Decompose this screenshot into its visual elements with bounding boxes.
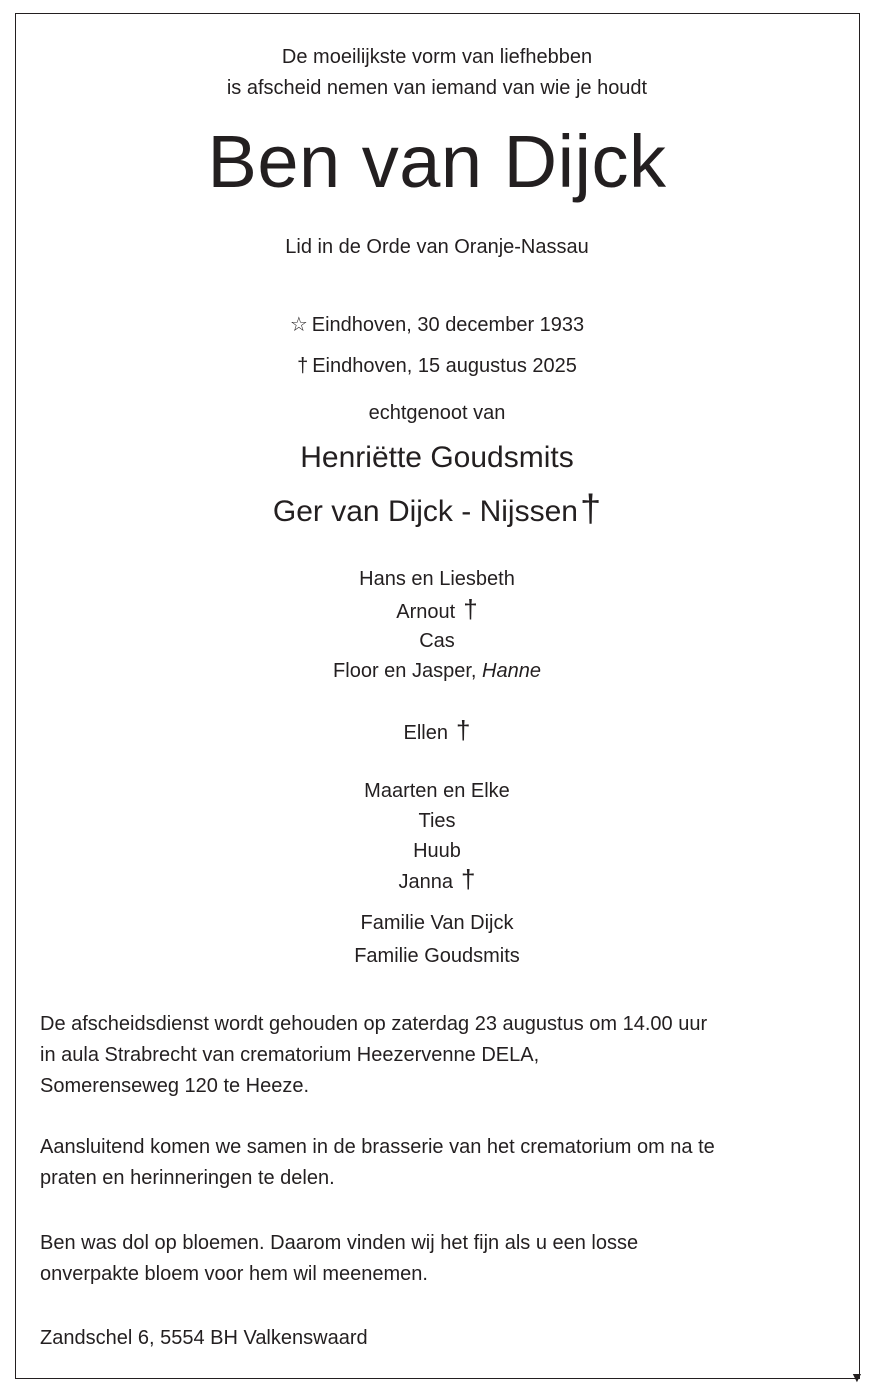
info-line: praten en herinneringen te delen. (40, 1167, 335, 1189)
family-line: Familie Van Dijck (360, 912, 514, 934)
relation-text: echtgenoot van (368, 402, 506, 424)
scroll-down-arrow-icon[interactable]: ▼ (850, 1369, 864, 1385)
family-line: Huub (413, 840, 461, 862)
death-line (0, 351, 874, 381)
cross-icon: † (463, 594, 478, 624)
cross-icon: † (461, 864, 476, 894)
star-icon: ☆ (289, 314, 308, 336)
info-line: Aansluitend komen we samen in de brasserie van het crematorium om na te (40, 1136, 715, 1158)
family-line: Ties (418, 810, 456, 832)
family-line (0, 656, 874, 686)
family-line (0, 596, 874, 627)
birth-text: Eindhoven, 30 december 1933 (311, 314, 585, 336)
motto-line-2: is afscheid nemen van iemand van wie je houdt (226, 77, 648, 99)
address: Zandschel 6, 5554 BH Valkenswaard (40, 1327, 368, 1349)
deceased-name: Ben van Dijck (207, 120, 667, 203)
birth-line (0, 310, 874, 340)
cross-icon: † (456, 715, 471, 745)
family-line (0, 717, 874, 748)
spouse-2: Ger van Dijck - Nijssen (272, 495, 578, 528)
info-line: Somerenseweg 120 te Heeze. (40, 1075, 310, 1097)
info-line: Ben was dol op bloemen. Daarom vinden wij het fijn als u een losse (40, 1232, 639, 1254)
family-line: Familie Goudsmits (354, 945, 520, 967)
family-name: Floor en Jasper, (333, 660, 483, 682)
family-line: Maarten en Elke (364, 780, 510, 802)
family-line: Hans en Liesbeth (359, 568, 515, 590)
notice-bottom-rule (15, 1378, 860, 1379)
family-name: Ellen (403, 722, 448, 744)
family-name: Janna (398, 871, 454, 893)
info-line: De afscheidsdienst wordt gehouden op zaterdag 23 augustus om 14.00 uur (40, 1013, 708, 1035)
death-text: Eindhoven, 15 augustus 2025 (312, 355, 577, 377)
motto-line-1: De moeilijkste vorm van liefhebben (281, 46, 593, 68)
info-line: onverpakte bloem voor hem wil meenemen. (40, 1263, 428, 1285)
family-name: Arnout (396, 601, 456, 623)
spouse-1: Henriëtte Goudsmits (300, 441, 574, 474)
info-line: in aula Strabrecht van crematorium Heezervenne DELA, (40, 1044, 540, 1066)
cross-icon: † (579, 488, 602, 530)
family-line (0, 866, 874, 897)
family-name-italic: Hanne (482, 660, 541, 682)
dagger-icon: † (297, 355, 309, 377)
honour-title: Lid in de Orde van Oranje-Nassau (285, 236, 589, 258)
spouse-2-line (0, 490, 874, 532)
family-line: Cas (419, 630, 455, 652)
